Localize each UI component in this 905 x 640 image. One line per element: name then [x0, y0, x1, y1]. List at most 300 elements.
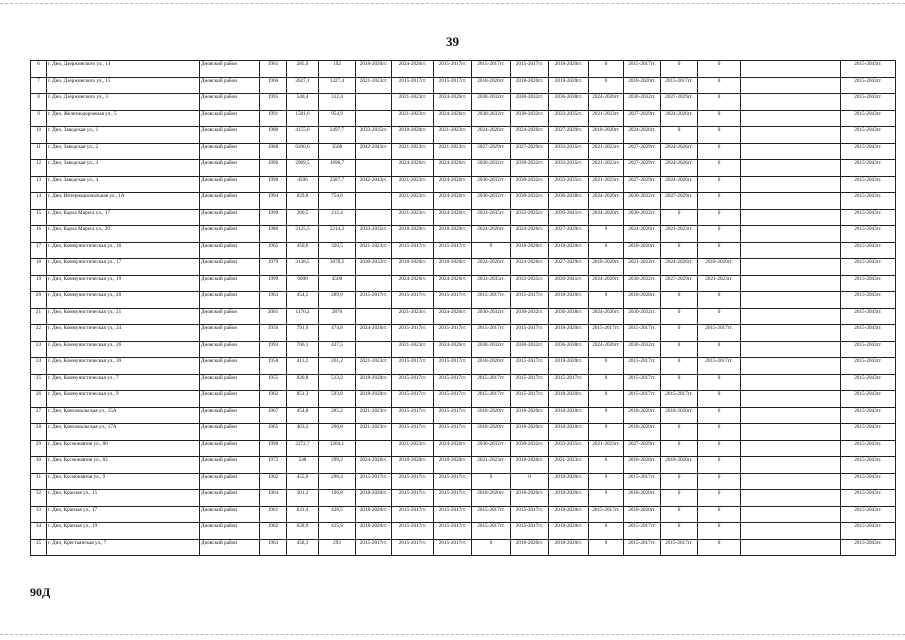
table-cell	[741, 110, 841, 127]
table-cell: 0	[589, 473, 624, 490]
table-cell: 450,6	[287, 242, 319, 259]
table-cell	[741, 292, 841, 309]
table-cell: 0	[472, 242, 511, 259]
table-cell: 2018-2020гг.	[549, 242, 589, 259]
table-cell: 0	[698, 539, 741, 556]
table-cell: 2018-2020гг.	[624, 490, 661, 507]
table-cell: 2018-2020гг.	[356, 391, 392, 408]
table-cell: 2015-2043гг.	[841, 457, 896, 474]
table-cell	[741, 259, 841, 276]
table-cell	[741, 407, 841, 424]
table-cell: 2024-2026гг.	[511, 259, 549, 276]
table-cell: 628,9	[287, 523, 319, 540]
table-cell: 0	[698, 391, 741, 408]
table-cell: 1963	[260, 539, 287, 556]
table-cell	[741, 77, 841, 94]
table-cell: Дновский район	[200, 424, 260, 441]
table-cell: 1988	[260, 143, 287, 160]
table-cell: 2272,7	[287, 440, 319, 457]
table-cell: 0	[698, 110, 741, 127]
table-cell: 1958	[260, 358, 287, 375]
table-cell: 1965	[260, 424, 287, 441]
table-cell: 427,5	[319, 341, 356, 358]
table-cell: Дновский район	[200, 143, 260, 160]
table-cell: 25	[31, 374, 47, 391]
table-cell: 2015-2043гг.	[841, 358, 896, 375]
table-cell: 2030-2032гг.	[511, 193, 549, 210]
table-cell: 2024-2026гг.	[392, 160, 434, 177]
table-cell: 320,5	[319, 242, 356, 259]
table-cell: 2021-2023гг.	[392, 176, 434, 193]
table-cell: 2018-2020гг.	[511, 457, 549, 474]
table-row	[31, 259, 896, 276]
table-cell: 2021-2023гг.	[356, 77, 392, 94]
table-cell: 2015-2017гг.	[392, 506, 434, 523]
table-cell: 2021-2023гг.	[589, 143, 624, 160]
table-cell: 0	[661, 523, 698, 540]
table-cell	[741, 325, 841, 342]
table-cell: г. Дно, Коммунистическая ул., 20	[47, 292, 200, 309]
table-cell: 0	[698, 440, 741, 457]
table-cell: 2024-2026гг.	[356, 325, 392, 342]
table-cell: 23	[31, 341, 47, 358]
table-cell: 2015-2017гг.	[589, 325, 624, 342]
table-cell: 0	[698, 176, 741, 193]
table-cell: 791,9	[287, 325, 319, 342]
table-row	[31, 457, 896, 474]
table-cell: 32	[31, 490, 47, 507]
table-cell: 2015-2017гг.	[511, 325, 549, 342]
table-cell: 299,2	[319, 457, 356, 474]
table-cell: 196,8	[319, 490, 356, 507]
table-cell: 2027-2029гг.	[472, 143, 511, 160]
table-cell	[741, 226, 841, 243]
table-cell: Дновский район	[200, 490, 260, 507]
table-cell: 2033-2035гг.	[549, 160, 589, 177]
table-cell: 2030-2032гг.	[624, 94, 661, 111]
table-cell: 2018-2020гг.	[549, 77, 589, 94]
table-cell: 2033-2035гг.	[356, 226, 392, 243]
table-cell: 820,8	[287, 374, 319, 391]
table-cell	[741, 193, 841, 210]
table-cell: 1980	[260, 127, 287, 144]
table-cell: 0	[698, 61, 741, 78]
table-cell: 0	[698, 341, 741, 358]
table-cell: 2018-2020гг.	[549, 424, 589, 441]
scan-top-edge	[0, 3, 905, 4]
table-cell: 2018-2020гг.	[624, 242, 661, 259]
table-cell	[741, 523, 841, 540]
table-cell: 2033-2035гг.	[511, 209, 549, 226]
table-cell	[741, 424, 841, 441]
table-cell	[741, 391, 841, 408]
table-cell: 285,9	[287, 61, 319, 78]
table-cell: 3078,2	[319, 259, 356, 276]
table-cell: 2030-2032гг.	[472, 176, 511, 193]
table-cell: Дновский район	[200, 209, 260, 226]
table-cell: 2024-2026гг.	[624, 127, 661, 144]
table-cell: 1955	[260, 374, 287, 391]
table-cell	[741, 490, 841, 507]
table-cell: 2015-2043гг.	[841, 490, 896, 507]
table-cell: 428,5	[319, 506, 356, 523]
table-cell: г. Дно, Коммунистическая ул., 9	[47, 391, 200, 408]
table-cell: 2024-2026гг.	[624, 226, 661, 243]
table-cell: 2039-2041гг.	[549, 209, 589, 226]
table-cell: 2030-2032гг.	[511, 440, 549, 457]
table-cell: 2018-2020гг.	[511, 490, 549, 507]
table-cell: 2018-2020гг.	[434, 259, 472, 276]
table-cell: 3125,5	[287, 226, 319, 243]
table-cell: Дновский район	[200, 292, 260, 309]
table-cell: 2015-2017гг.	[434, 490, 472, 507]
table-cell: 2015-2043гг.	[841, 424, 896, 441]
table-cell: 1176,2	[287, 308, 319, 325]
table-cell: Дновский район	[200, 407, 260, 424]
table-cell: 2015-2017гг.	[511, 61, 549, 78]
table-cell: 2018-2020гг.	[356, 61, 392, 78]
table-cell: 2042-2043гг.	[356, 176, 392, 193]
table-cell: 28	[31, 424, 47, 441]
table-cell: 2015-2017гг.	[392, 407, 434, 424]
table-cell: 2018-2020гг.	[549, 473, 589, 490]
table-cell: 2015-2043гг.	[841, 275, 896, 292]
table-row	[31, 506, 896, 523]
table-cell: 2024-2026гг.	[511, 226, 549, 243]
table-cell: 2027-2029гг.	[624, 110, 661, 127]
table-cell: 0	[589, 292, 624, 309]
table-cell: 2024-2026гг.	[434, 110, 472, 127]
table-cell: 1956	[260, 325, 287, 342]
table-cell: 454,8	[287, 407, 319, 424]
table-cell: 27	[31, 407, 47, 424]
table-cell: 2024-2026гг.	[392, 275, 434, 292]
table-cell: 2015-2043гг.	[841, 160, 896, 177]
table-cell: 2024-2026гг.	[434, 176, 472, 193]
table-cell: 2021-2023гг.	[624, 259, 661, 276]
table-cell: 2015-2017гг.	[624, 61, 661, 78]
table-cell: 2021-2023гг.	[589, 160, 624, 177]
table-cell: 2018-2020гг.	[392, 259, 434, 276]
table-cell: 2015-2017гг.	[472, 391, 511, 408]
table-cell: 2024-2026гг.	[589, 94, 624, 111]
table-cell: 2018-2020гг.	[549, 358, 589, 375]
table-cell: 2018-2020гг.	[661, 407, 698, 424]
table-row	[31, 424, 896, 441]
table-cell: 2015-2017гг.	[511, 292, 549, 309]
table-cell: 0	[511, 473, 549, 490]
table-row	[31, 77, 896, 94]
table-cell: 2015-2017гг.	[698, 325, 741, 342]
table-cell: 2021-2023гг.	[434, 127, 472, 144]
table-cell: 20	[31, 292, 47, 309]
table-cell: 2015-2017гг.	[392, 539, 434, 556]
table-cell: 2015-2043гг.	[841, 77, 896, 94]
table-cell: 2001	[260, 308, 287, 325]
table-cell: 1990	[260, 440, 287, 457]
table-cell: 2015-2017гг.	[434, 391, 472, 408]
table-cell: 2027-2029гг.	[624, 143, 661, 160]
table-cell: 2015-2017гг.	[472, 325, 511, 342]
table-cell: 1980	[260, 226, 287, 243]
table-cell: 2015-2017гг.	[392, 490, 434, 507]
table-cell: Дновский район	[200, 242, 260, 259]
table-cell: 1962	[260, 391, 287, 408]
table-row	[31, 176, 896, 193]
table-cell: г. Дно, Крестьянская ул., 7	[47, 539, 200, 556]
table-cell	[741, 127, 841, 144]
table-cell: 2015-2017гг.	[392, 424, 434, 441]
table-cell: 0	[661, 209, 698, 226]
table-cell: 261,2	[319, 358, 356, 375]
table-cell: 2015-2017гг.	[511, 391, 549, 408]
table-cell: 2018-2020гг.	[549, 61, 589, 78]
table-cell: 2024-2026гг.	[392, 61, 434, 78]
table-cell: 2015-2017гг.	[434, 61, 472, 78]
table-cell: 2015-2043гг.	[841, 176, 896, 193]
table-cell: 1999	[260, 275, 287, 292]
table-cell	[356, 275, 392, 292]
table-cell: 1990	[260, 176, 287, 193]
table-cell: 0	[698, 457, 741, 474]
table-cell: 0	[698, 193, 741, 210]
table-cell: 2015-2017гг.	[434, 473, 472, 490]
table-cell: 0	[589, 539, 624, 556]
table-cell: 2015-2017гг.	[661, 539, 698, 556]
table-cell: г. Дно, Красная ул., 17	[47, 506, 200, 523]
table-cell: 2018-2020гг.	[624, 506, 661, 523]
table-cell: 0	[472, 473, 511, 490]
table-cell: 2015-2017гг.	[392, 374, 434, 391]
table-cell: 2018-2020гг.	[549, 490, 589, 507]
table-cell: 4506	[287, 176, 319, 193]
table-cell: 2030-2032гг.	[511, 94, 549, 111]
table-cell: Дновский район	[200, 473, 260, 490]
table-cell: 2015-2017гг.	[624, 539, 661, 556]
table-cell: 2018-2020гг.	[549, 506, 589, 523]
table-cell: 2214,3	[319, 226, 356, 243]
table-cell	[741, 209, 841, 226]
table-cell: 2015-2017гг.	[624, 473, 661, 490]
table-cell: 2021-2023гг.	[661, 226, 698, 243]
table-cell: 2018-2020гг.	[511, 407, 549, 424]
table-cell: 2876	[319, 308, 356, 325]
table-cell: 2018-2020гг.	[356, 374, 392, 391]
table-cell: 2018-2020гг.	[624, 77, 661, 94]
table-cell: 0	[661, 127, 698, 144]
table-cell: 2024-2026гг.	[472, 259, 511, 276]
table-cell: 2018-2020гг.	[472, 358, 511, 375]
table-cell: 2036-2038гг.	[549, 341, 589, 358]
table-cell: 2027-2029гг.	[549, 226, 589, 243]
table-cell: 2021-2023гг.	[549, 457, 589, 474]
table-cell: 2015-2043гг.	[841, 523, 896, 540]
table-cell: 2033-2035гг.	[549, 176, 589, 193]
table-cell: 2021-2023гг.	[392, 110, 434, 127]
table-cell: 2015-2043гг.	[841, 127, 896, 144]
table-cell: Дновский район	[200, 77, 260, 94]
table-cell: 2021-2023гг.	[472, 457, 511, 474]
table-cell: 2015-2017гг.	[549, 374, 589, 391]
table-cell	[741, 473, 841, 490]
table-cell: 31	[31, 473, 47, 490]
table-cell: 2027-2029гг.	[511, 143, 549, 160]
table-cell	[741, 242, 841, 259]
table-cell	[741, 275, 841, 292]
table-cell: 2015-2043гг.	[841, 110, 896, 127]
table-cell: 0	[661, 440, 698, 457]
table-cell: 2015-2017гг.	[511, 523, 549, 540]
table-cell: 2015-2043гг.	[841, 61, 896, 78]
table-cell: 2030-2032гг.	[472, 341, 511, 358]
table-cell: Дновский район	[200, 539, 260, 556]
table-cell: 2018-2020гг.	[392, 457, 434, 474]
table-cell: г. Дно, Дзержинского ул., 3	[47, 94, 200, 111]
table-cell: 2015-2017гг.	[472, 523, 511, 540]
table-row	[31, 143, 896, 160]
table-cell: Дновский район	[200, 275, 260, 292]
table-cell: Дновский район	[200, 176, 260, 193]
table-cell: 0	[698, 523, 741, 540]
table-cell: 2024-2026гг.	[589, 275, 624, 292]
table-cell: Дновский район	[200, 110, 260, 127]
table-cell: 2015-2017гг.	[392, 77, 434, 94]
table-cell: 2018-2020гг.	[549, 292, 589, 309]
table-cell: 2024-2026гг.	[589, 341, 624, 358]
table-cell: 2018-2020гг.	[624, 407, 661, 424]
table-cell: 2015-2017гг.	[434, 424, 472, 441]
table-cell: 2027-2029гг.	[549, 127, 589, 144]
table-cell	[356, 160, 392, 177]
table-cell: 2024-2026гг.	[661, 259, 698, 276]
table-cell: 285,2	[319, 407, 356, 424]
table-cell: 2030-2032гг.	[356, 259, 392, 276]
table-cell: 0	[661, 490, 698, 507]
table-cell: 2024-2026гг.	[356, 457, 392, 474]
table-cell: 0	[589, 457, 624, 474]
table-cell: 2015-2043гг.	[841, 341, 896, 358]
table-cell: 2015-2017гг.	[392, 242, 434, 259]
table-cell	[741, 506, 841, 523]
table-cell: 2021-2023гг.	[356, 242, 392, 259]
table-cell: 29	[31, 440, 47, 457]
table-cell: г. Дно, Карла Маркса ул., 20	[47, 226, 200, 243]
table-cell: 2015-2043гг.	[841, 143, 896, 160]
table-cell: 2018-2020гг.	[356, 523, 392, 540]
table-cell: 2024-2026гг.	[434, 94, 472, 111]
table-cell: 2030-2032гг.	[472, 94, 511, 111]
table-cell: 2024-2026гг.	[434, 440, 472, 457]
table-cell: 11	[31, 143, 47, 160]
table-cell: 2033-2035гг.	[472, 275, 511, 292]
table-cell: 6	[31, 61, 47, 78]
table-cell: г. Дно, Коммунистическая ул., 21	[47, 308, 200, 325]
scan-bottom-edge	[0, 634, 905, 635]
table-cell: 2015-2043гг.	[841, 473, 896, 490]
table-cell: 0	[661, 308, 698, 325]
table-cell: 0	[661, 341, 698, 358]
table-cell: 2021-2023гг.	[392, 440, 434, 457]
table-cell: 2015-2017гг.	[624, 523, 661, 540]
table-cell	[741, 440, 841, 457]
table-cell	[741, 61, 841, 78]
table-cell: 2030-2032гг.	[511, 176, 549, 193]
table-cell: 2015-2043гг.	[841, 259, 896, 276]
table-cell: 2015-2017гг.	[434, 374, 472, 391]
table-cell: г. Дно, Железнодорожная ул., 5	[47, 110, 200, 127]
table-cell: 2018-2020гг.	[549, 325, 589, 342]
table-cell: 2021-2023гг.	[392, 308, 434, 325]
table-cell: 0	[661, 374, 698, 391]
table-cell: 212,4	[319, 209, 356, 226]
table-cell: 2015-2043гг.	[841, 440, 896, 457]
table-cell: 0	[661, 325, 698, 342]
table-cell	[741, 374, 841, 391]
table-row	[31, 127, 896, 144]
table-cell: 0	[661, 506, 698, 523]
table-row	[31, 193, 896, 210]
table-cell	[741, 160, 841, 177]
table-cell: Дновский район	[200, 457, 260, 474]
table-cell: 2015-2017гг.	[434, 325, 472, 342]
table-row	[31, 374, 896, 391]
table-cell	[356, 193, 392, 210]
table-cell: г. Дно, Комсомольская ул., 17А	[47, 424, 200, 441]
table-cell: 0	[698, 473, 741, 490]
table-cell: 2015-2043гг.	[841, 193, 896, 210]
table-row	[31, 226, 896, 243]
table-row	[31, 110, 896, 127]
table-row	[31, 325, 896, 342]
table-cell: 2015-2017гг.	[472, 61, 511, 78]
table-cell: г. Дно, Космонавтов ул., 9	[47, 473, 200, 490]
table-row	[31, 160, 896, 177]
table-cell: 33	[31, 506, 47, 523]
table-cell: 474,8	[319, 325, 356, 342]
table-cell: 34	[31, 523, 47, 540]
table-cell: 2024-2026гг.	[434, 308, 472, 325]
table-cell: 2018-2020гг.	[356, 506, 392, 523]
table-cell: 2015-2017гг.	[511, 374, 549, 391]
table-cell: 2021-2023гг.	[356, 358, 392, 375]
table-cell: 2036-2038гг.	[549, 94, 589, 111]
table-cell: 14	[31, 193, 47, 210]
table-cell: 2030-2032гг.	[624, 209, 661, 226]
table-row	[31, 341, 896, 358]
table-row	[31, 391, 896, 408]
table-cell	[741, 358, 841, 375]
table-cell: 1327,4	[319, 77, 356, 94]
table-row	[31, 407, 896, 424]
table-cell: 0	[589, 424, 624, 441]
table-cell: 2015-2043гг.	[841, 292, 896, 309]
table-cell: 301,2	[287, 490, 319, 507]
table-cell: 2015-2017гг.	[434, 539, 472, 556]
table-cell: 0	[661, 473, 698, 490]
table-cell: 4155,6	[287, 127, 319, 144]
table-cell: Дновский район	[200, 506, 260, 523]
table-cell: 2024-2026гг.	[661, 110, 698, 127]
page-footnote: 90Д	[30, 585, 51, 599]
table-cell: 2018-2020гг.	[511, 424, 549, 441]
table-cell: 2024-2026гг.	[511, 127, 549, 144]
table-cell: 0	[661, 424, 698, 441]
table-row	[31, 308, 896, 325]
table-cell	[741, 143, 841, 160]
table-cell: г. Дно, Заводская ул., 4	[47, 176, 200, 193]
table-cell: 6200,6	[287, 143, 319, 160]
table-cell: 2021-2023гг.	[392, 94, 434, 111]
